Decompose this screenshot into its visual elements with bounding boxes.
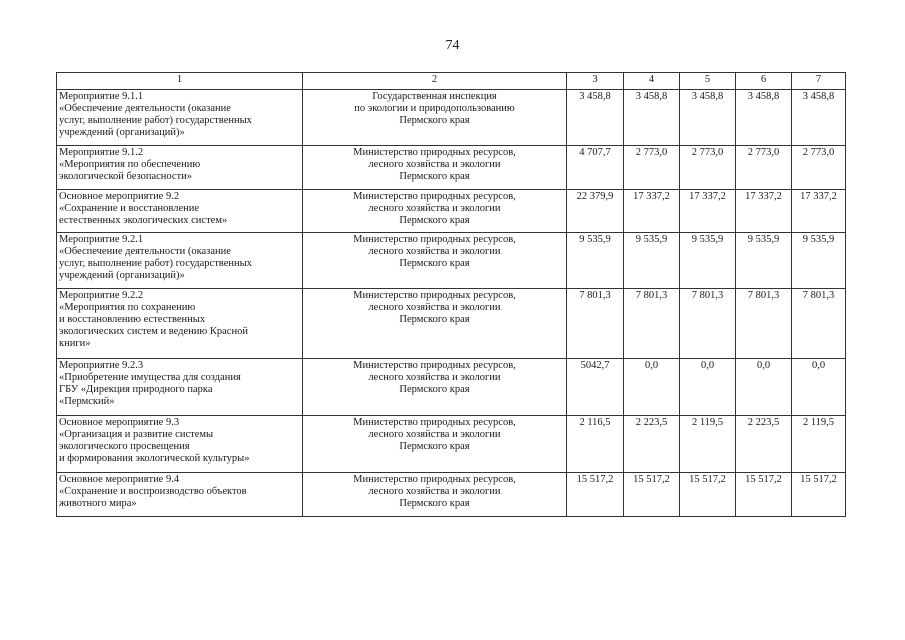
value-cell: 2 773,0: [792, 146, 846, 190]
value-cell: 7 801,3: [624, 289, 680, 359]
executor-cell: Министерство природных ресурсов, лесного хозяйства и экологии Пермского края: [303, 146, 567, 190]
value-cell: 15 517,2: [736, 473, 792, 517]
value-cell: 2 773,0: [624, 146, 680, 190]
value-cell: 9 535,9: [624, 233, 680, 289]
value-cell: 4 707,7: [567, 146, 624, 190]
value-cell: 2 773,0: [736, 146, 792, 190]
value-cell: 7 801,3: [567, 289, 624, 359]
executor-cell: Министерство природных ресурсов, лесного хозяйства и экологии Пермского края: [303, 359, 567, 416]
budget-table: [56, 72, 846, 517]
table-row: [57, 359, 846, 416]
value-cell: 17 337,2: [624, 190, 680, 233]
column-header: 5: [680, 73, 736, 90]
executor-cell: Министерство природных ресурсов, лесного хозяйства и экологии Пермского края: [303, 233, 567, 289]
value-cell: 17 337,2: [792, 190, 846, 233]
value-cell: 3 458,8: [680, 90, 736, 146]
table-row: [57, 289, 846, 359]
value-cell: 0,0: [680, 359, 736, 416]
executor-cell: Министерство природных ресурсов, лесного хозяйства и экологии Пермского края: [303, 190, 567, 233]
table-row: [57, 146, 846, 190]
value-cell: 0,0: [736, 359, 792, 416]
measure-name-cell: Мероприятие 9.1.1 «Обеспечение деятельности (оказание услуг, выполнение работ) государственных учреждений (организаций)»: [57, 90, 303, 146]
measure-name-cell: Основное мероприятие 9.4 «Сохранение и воспроизводство объектов животного мира»: [57, 473, 303, 517]
executor-cell: Министерство природных ресурсов, лесного хозяйства и экологии Пермского края: [303, 416, 567, 473]
value-cell: 9 535,9: [792, 233, 846, 289]
column-header: 3: [567, 73, 624, 90]
value-cell: 22 379,9: [567, 190, 624, 233]
value-cell: 2 119,5: [792, 416, 846, 473]
value-cell: 2 119,5: [680, 416, 736, 473]
value-cell: 7 801,3: [680, 289, 736, 359]
table-row: [57, 233, 846, 289]
value-cell: 0,0: [792, 359, 846, 416]
measure-name-cell: Мероприятие 9.1.2 «Мероприятия по обеспечению экологической безопасности»: [57, 146, 303, 190]
value-cell: 0,0: [624, 359, 680, 416]
value-cell: 15 517,2: [567, 473, 624, 517]
column-header: 6: [736, 73, 792, 90]
value-cell: 2 116,5: [567, 416, 624, 473]
executor-cell: Министерство природных ресурсов, лесного хозяйства и экологии Пермского края: [303, 473, 567, 517]
value-cell: 15 517,2: [792, 473, 846, 517]
table-header-row: [57, 73, 846, 90]
table-row: [57, 190, 846, 233]
value-cell: 5042,7: [567, 359, 624, 416]
value-cell: 15 517,2: [624, 473, 680, 517]
column-header: 7: [792, 73, 846, 90]
column-header: 2: [303, 73, 567, 90]
value-cell: 3 458,8: [567, 90, 624, 146]
column-header: 4: [624, 73, 680, 90]
executor-cell: Министерство природных ресурсов, лесного хозяйства и экологии Пермского края: [303, 289, 567, 359]
value-cell: 9 535,9: [680, 233, 736, 289]
value-cell: 2 223,5: [736, 416, 792, 473]
table-row: [57, 473, 846, 517]
value-cell: 2 773,0: [680, 146, 736, 190]
value-cell: 17 337,2: [680, 190, 736, 233]
measure-name-cell: Мероприятие 9.2.1 «Обеспечение деятельности (оказание услуг, выполнение работ) государственных учреждений (организаций)»: [57, 233, 303, 289]
value-cell: 3 458,8: [624, 90, 680, 146]
table-row: [57, 90, 846, 146]
column-header: 1: [57, 73, 303, 90]
measure-name-cell: Основное мероприятие 9.2 «Сохранение и восстановление естественных экологических систем»: [57, 190, 303, 233]
executor-cell: Государственная инспекция по экологии и природопользованию Пермского края: [303, 90, 567, 146]
value-cell: 9 535,9: [567, 233, 624, 289]
value-cell: 2 223,5: [624, 416, 680, 473]
value-cell: 15 517,2: [680, 473, 736, 517]
value-cell: 9 535,9: [736, 233, 792, 289]
value-cell: 7 801,3: [736, 289, 792, 359]
page-number: 74: [445, 38, 460, 53]
value-cell: 7 801,3: [792, 289, 846, 359]
value-cell: 3 458,8: [736, 90, 792, 146]
measure-name-cell: Основное мероприятие 9.3 «Организация и развитие системы экологического просвещения и формирования экологической культуры»: [57, 416, 303, 473]
measure-name-cell: Мероприятие 9.2.2 «Мероприятия по сохранению и восстановлению естественных экологических систем и ведению Красной книги»: [57, 289, 303, 359]
value-cell: 3 458,8: [792, 90, 846, 146]
table-row: [57, 416, 846, 473]
value-cell: 17 337,2: [736, 190, 792, 233]
measure-name-cell: Мероприятие 9.2.3 «Приобретение имущества для создания ГБУ «Дирекция природного парка «Пермский»: [57, 359, 303, 416]
